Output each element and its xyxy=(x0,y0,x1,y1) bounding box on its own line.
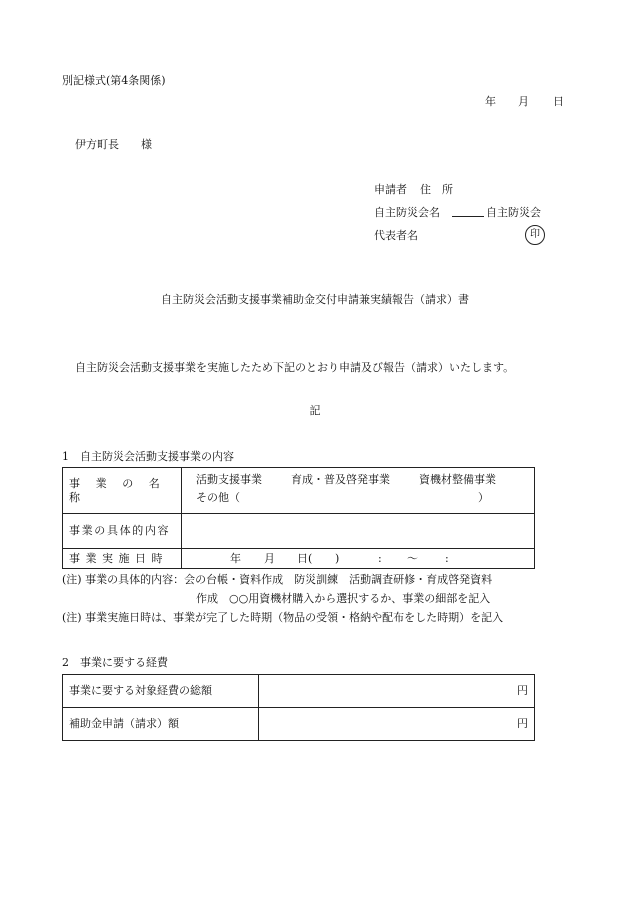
option-other-close: ） xyxy=(478,490,489,504)
org-name-blank xyxy=(452,205,484,217)
impl-month: 月 xyxy=(264,552,275,565)
total-cost-value-cell xyxy=(259,675,535,708)
date-month: 月 xyxy=(518,95,529,108)
subsidy-label-cell xyxy=(63,708,259,741)
business-name-label-cell xyxy=(63,468,182,514)
option-training-awareness: 育成・普及啓発事業 xyxy=(291,472,390,486)
subsidy-value-cell xyxy=(259,708,535,741)
form-label: 別記様式(第4条関係) xyxy=(62,74,166,87)
option-other: その他（ xyxy=(196,490,240,504)
total-cost-unit: 円 xyxy=(517,684,528,698)
impl-day: 日( xyxy=(297,552,313,565)
org-label: 自主防災会名 xyxy=(374,206,440,219)
business-name-value-cell xyxy=(182,468,535,514)
expense-table xyxy=(62,674,535,741)
addressee-name: 伊方町長 xyxy=(75,138,119,151)
total-cost-label: 事業に要する対象経費の総額 xyxy=(69,684,212,698)
document-title: 自主防災会活動支援事業補助金交付申請兼実績報告（請求）書 xyxy=(161,293,469,306)
intro-text: 自主防災会活動支援事業を実施したため下記のとおり申請及び報告（請求）いたします。 xyxy=(75,361,515,374)
subsidy-unit: 円 xyxy=(517,717,528,731)
rep-label: 代表者名 xyxy=(374,229,418,242)
option-activity-support: 活動支援事業 xyxy=(196,472,262,486)
business-name-label: 事 業 の 名 称 xyxy=(69,476,166,504)
section2-heading: 2 事業に要する経費 xyxy=(62,656,168,669)
detail-label-cell xyxy=(63,514,182,549)
date-label: 事業実施日時 xyxy=(69,551,168,565)
date-label-cell xyxy=(63,549,182,569)
date-year: 年 xyxy=(485,95,496,108)
section1-heading: 1 自主防災会活動支援事業の内容 xyxy=(62,450,234,463)
business-content-table xyxy=(62,467,535,569)
org-suffix: 自主防災会 xyxy=(486,206,541,219)
note-detail-2: 作成 ○○用資機材購入から選択するか、事業の細部を記入 xyxy=(196,592,491,605)
date-value-cell xyxy=(182,549,535,569)
ki-label: 記 xyxy=(309,404,321,417)
impl-year: 年 xyxy=(230,552,241,565)
impl-paren: ) xyxy=(335,552,340,565)
detail-label: 事業の具体的内容 xyxy=(69,524,171,538)
total-cost-label-cell xyxy=(63,675,259,708)
detail-value-cell xyxy=(182,514,535,549)
option-equipment: 資機材整備事業 xyxy=(419,472,496,486)
note-detail-1: (注) 事業の具体的内容：会の台帳・資料作成 防災訓練 活動調査研修・育成啓発資料 xyxy=(62,573,493,586)
addressee-honorific: 様 xyxy=(141,138,152,151)
impl-colon-start: : xyxy=(378,552,382,565)
impl-tilde: 〜 xyxy=(407,552,418,565)
date-day: 日 xyxy=(553,95,564,108)
impl-colon-end: : xyxy=(445,552,449,565)
address-label: 住 所 xyxy=(420,183,453,196)
note-date: (注) 事業実施日時は、事業が完了した時期（物品の受領・格納や配布をした時期）を記入 xyxy=(62,611,504,624)
subsidy-label: 補助金申請（請求）額 xyxy=(69,717,179,731)
seal-mark: 印 xyxy=(525,225,545,245)
applicant-label: 申請者 xyxy=(374,183,407,196)
